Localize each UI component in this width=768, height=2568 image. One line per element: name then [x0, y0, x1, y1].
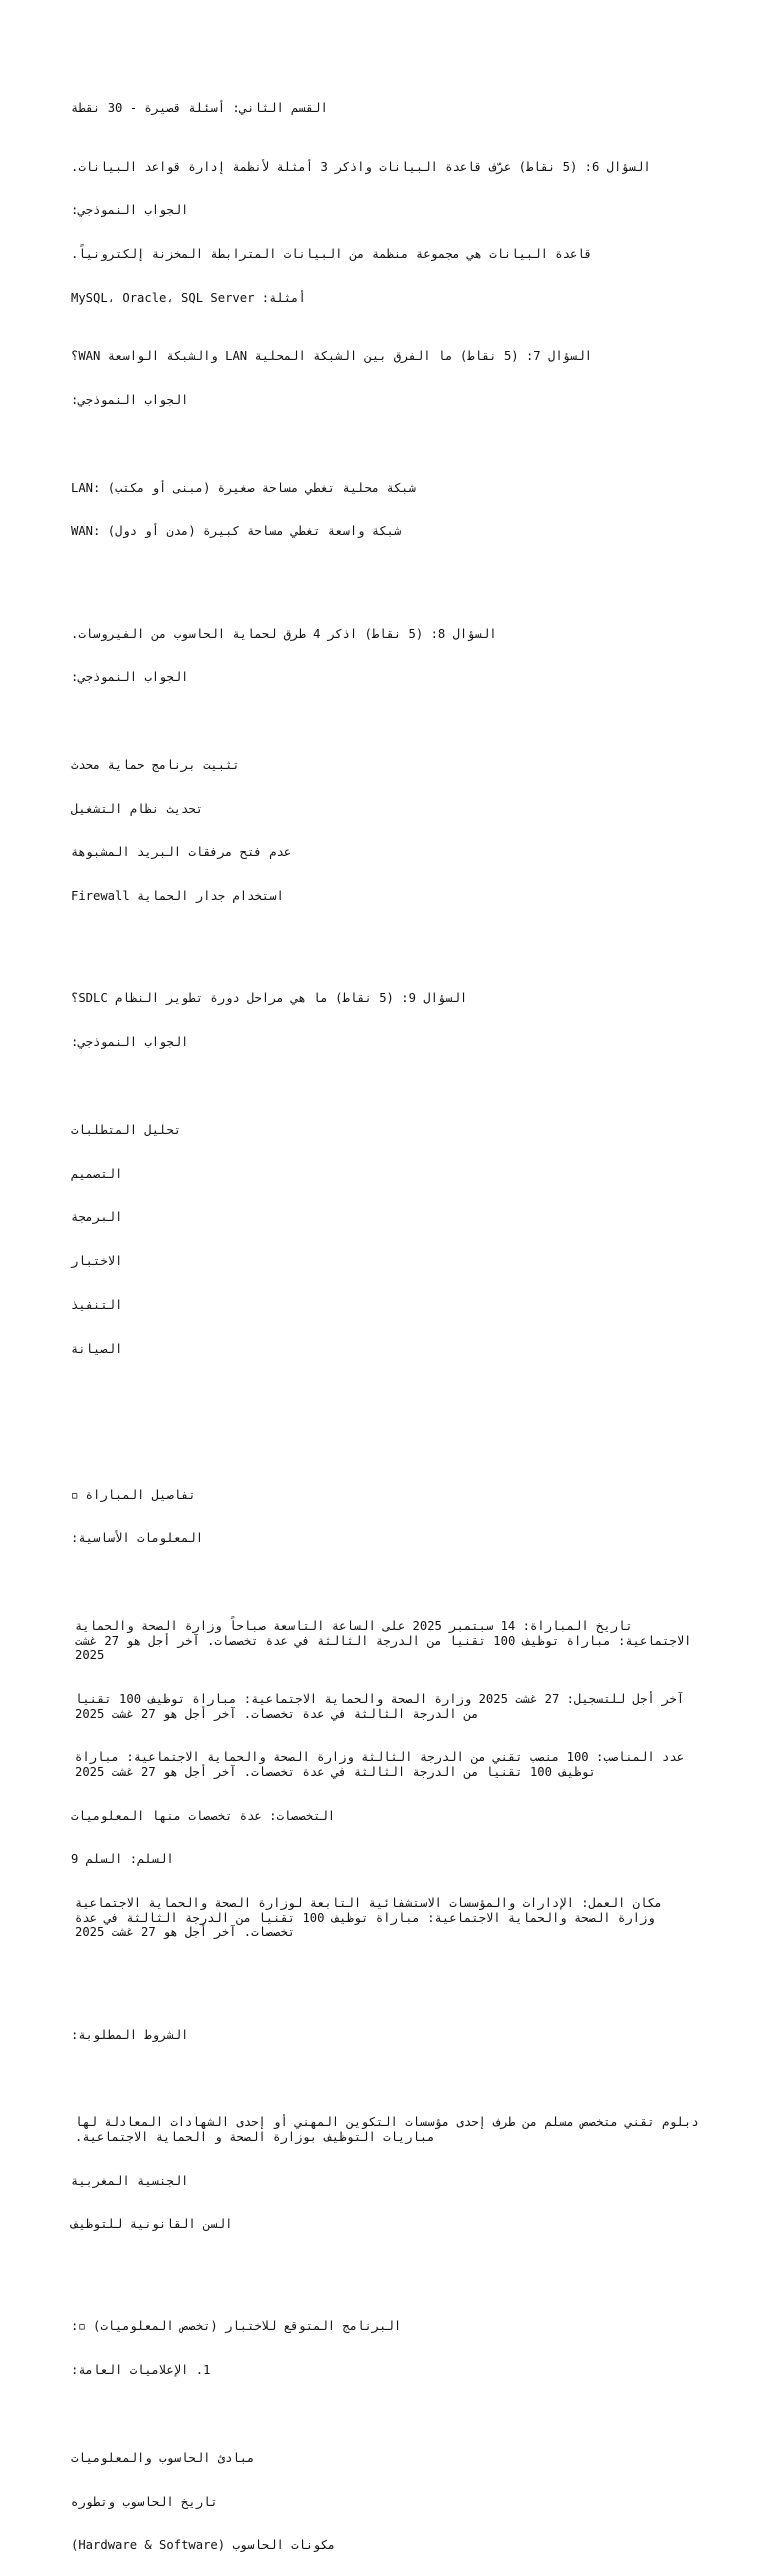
answer-q8-item: عدم فتح مرفقات البريد المشبوهة [71, 845, 292, 860]
document-body [67, 72, 701, 2568]
requirement-item: دبلوم تقني متخصص مسلم من طرف إحدى مؤسسات التكوين المهني أو إحدى الشهادات المعادلة لها مباريات التوظيف بوزارة الصحة و الحماية الاجتماعية. [67, 2115, 699, 2144]
workplace: مكان العمل: الإدارات والمؤسسات الاستشفائية التابعة لوزارة الصحة والحماية الاجتماعية وزارة الصحة والحماية الاجتماعية: مباراة توظيف 100 تقنيا من الدرجة الثالثة في عدة تخصصات. آخر أجل هو 27 غشت 2025 [67, 1896, 662, 1940]
basic-info-label: المعلومات الأساسية: [71, 1531, 204, 1546]
answer-label-q6: الجواب النموذجي: [71, 203, 189, 218]
program-item: تاريخ الحاسوب وتطوره [71, 2494, 218, 2509]
question-6: السؤال 6: (5 نقاط) عرّف قاعدة البيانات واذكر 3 أمثلة لأنظمة إدارة قواعد البيانات. [71, 159, 651, 174]
spacer [71, 1429, 701, 1444]
answer-q7-wan: WAN: شبكة واسعة تغطي مساحة كبيرة (مدن أو دول) [71, 524, 402, 539]
competition-heading: تفاصيل المباراة ◽ [71, 1487, 196, 1502]
answer-label-q7: الجواب النموذجي: [71, 393, 189, 408]
requirement-item: الجنسية المغربية [71, 2173, 189, 2188]
spacer [71, 2071, 701, 2086]
answer-q6-definition: قاعدة البيانات هي مجموعة منظمة من البيانات المترابطة المخزنة إلكترونياً. [71, 247, 592, 262]
spacer [71, 2407, 701, 2422]
program-item: مبادئ الحاسوب والمعلوميات [71, 2450, 255, 2465]
answer-q9-item: الصيانة [71, 1341, 123, 1356]
section-title: القسم الثاني: أسئلة قصيرة - 30 نقطة [71, 101, 328, 116]
answer-q9-item: التصميم [71, 1166, 123, 1181]
specialties: التخصصات: عدة تخصصات منها المعلوميات [71, 1808, 336, 1823]
answer-q9-item: الاختبار [71, 1254, 123, 1269]
answer-q9-item: التنفيذ [71, 1297, 123, 1312]
spacer [71, 1079, 701, 1094]
spacer [71, 568, 701, 583]
answer-q8-item: تثبيت برنامج حماية محدث [71, 757, 240, 772]
program-heading: البرنامج المتوقع للاختبار (تخصص المعلوميات) ◽: [71, 2319, 402, 2334]
answer-label-q8: الجواب النموذجي: [71, 670, 189, 685]
spacer [71, 933, 701, 948]
requirement-item: السن القانونية للتوظيف [71, 2217, 233, 2232]
registration-deadline: آخر أجل للتسجيل: 27 غشت 2025 وزارة الصحة والحماية الاجتماعية: مباراة توظيف 100 تقنيا من الدرجة الثالثة في عدة تخصصات. آخر أجل هو 27 غشت 2025 [67, 1691, 685, 1721]
spacer [71, 2261, 701, 2276]
spacer [71, 1385, 701, 1400]
question-7: السؤال 7: (5 نقاط) ما الفرق بين الشبكة المحلية LAN والشبكة الواسعة WAN؟ [71, 349, 593, 364]
positions-count: عدد المناصب: 100 منصب تقني من الدرجة الثالثة وزارة الصحة والحماية الاجتماعية: مباراة توظيف 100 تقنيا من الدرجة الثالثة في عدة تخصصات. آخر أجل هو 27 غشت 2025 [67, 1750, 685, 1779]
question-9: السؤال 9: (5 نقاط) ما هي مراحل دورة تطوير النظام SDLC؟ [71, 991, 468, 1006]
answer-q9-item: البرمجة [71, 1210, 123, 1225]
answer-q7-lan: LAN: شبكة محلية تغطي مساحة صغيرة (مبنى أو مكتب) [71, 480, 416, 495]
requirements-label: الشروط المطلوبة: [71, 2027, 189, 2042]
program-part-1: 1. الإعلاميات العامة: [71, 2363, 211, 2378]
spacer [71, 437, 701, 452]
answer-q6-examples: أمثلة: MySQL، Oracle، SQL Server [71, 290, 306, 305]
spacer [71, 1575, 701, 1590]
competition-date: تاريخ المباراة: 14 سبتمبر 2025 على الساعة التاسعة صباحاً وزارة الصحة والحماية الاجتماعية: مباراة توظيف 100 تقنيا من الدرجة الثالثة في عدة تخصصات. آخر أجل هو 27 غشت 2025 [67, 1618, 692, 1663]
answer-q9-item: تحليل المتطلبات [71, 1122, 182, 1137]
spacer [71, 714, 701, 729]
question-8: السؤال 8: (5 نقاط) اذكر 4 طرق لحماية الحاسوب من الفيروسات. [71, 626, 497, 641]
program-item: مكونات الحاسوب (Hardware & Software) [71, 2538, 336, 2553]
spacer [71, 1969, 701, 1984]
salary-scale: السلم: السلم 9 [71, 1852, 174, 1867]
answer-q8-item: تحديث نظام التشغيل [71, 801, 204, 816]
answer-q8-item: استخدام جدار الحماية Firewall [71, 889, 284, 904]
answer-label-q9: الجواب النموذجي: [71, 1035, 189, 1050]
